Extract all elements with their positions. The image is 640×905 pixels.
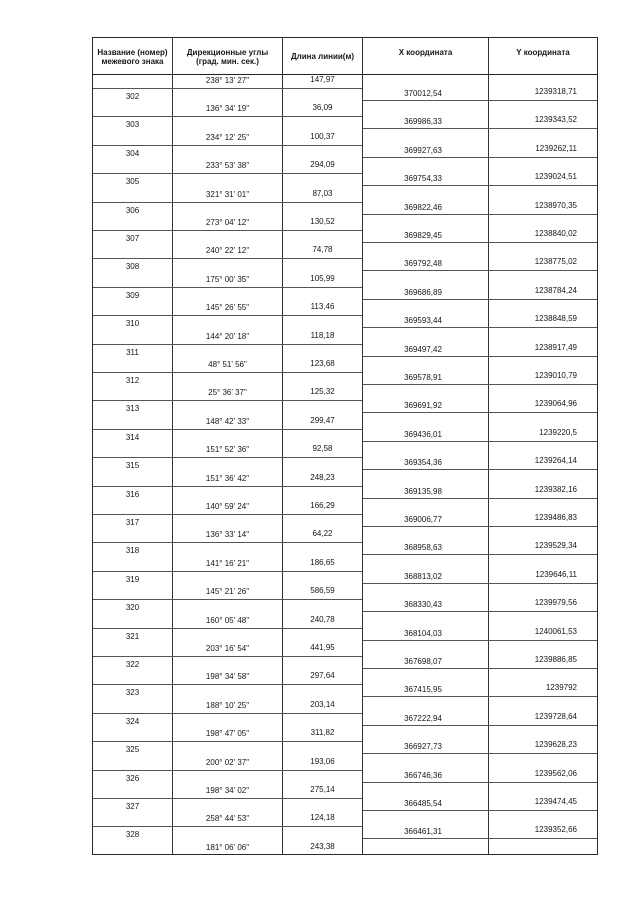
row-rule [363,810,597,811]
line-length: 130,52 [310,217,335,226]
header-mark-name-text: Название (номер) межевого знака [97,47,168,66]
row-rule [363,100,597,101]
direction-angle: 140° 59' 24" [205,502,250,511]
y-coordinate: 1239220,5 [539,427,577,437]
header-y-coordinate-text: Y координата [516,48,570,57]
header-mark-name [93,38,172,75]
row-rule [363,782,597,783]
y-coordinate: 1239792 [545,683,577,693]
x-coordinate: 369927,63 [404,145,442,155]
boundary-mark-number: 314 [125,432,140,442]
boundary-mark-number: 312 [125,376,140,385]
x-coordinate: 369829,45 [404,231,442,240]
boundary-mark-number: 315 [125,461,140,471]
direction-angle: 151° 52' 36" [205,445,250,455]
row-rule [93,514,362,515]
row-rule [93,571,362,572]
x-coordinate: 366485,54 [404,799,442,808]
line-length: 294,09 [310,160,335,170]
line-length: 92,58 [312,444,333,454]
line-length: 248,23 [310,472,335,482]
y-coordinate: 1239382,16 [534,484,577,494]
x-coordinate: 369436,01 [404,429,442,439]
row-rule [363,327,597,328]
row-rule [363,441,597,442]
row-rule [93,258,362,259]
x-coordinate: 368104,03 [404,628,442,638]
column-divider [362,38,363,854]
x-coordinate: 369593,44 [404,316,442,326]
row-rule [363,725,597,726]
direction-angle: 25° 36' 37" [208,388,247,398]
row-rule [363,583,597,584]
x-coordinate: 369578,91 [404,373,442,382]
boundary-mark-number: 310 [125,319,140,329]
direction-angle: 144° 20' 18" [205,331,250,341]
direction-angle: 198° 47' 05" [205,729,250,739]
row-rule [93,429,362,430]
direction-angle: 273° 04' 12" [205,218,250,227]
header-direction-angle [173,38,282,75]
x-coordinate: 366927,73 [404,742,442,752]
column-divider [488,38,489,854]
row-rule [363,498,597,499]
row-rule [363,242,597,243]
row-rule [93,798,362,799]
direction-angle: 198° 34' 02" [205,786,250,795]
row-rule [93,599,362,600]
direction-angle: 240° 22' 12" [205,246,250,256]
boundary-mark-number: 326 [125,773,140,783]
direction-angle: 175° 00' 35" [205,274,250,284]
row-rule [93,116,362,117]
row-rule [363,185,597,186]
row-rule [363,611,597,612]
y-coordinate: 1239024,51 [534,172,577,182]
line-length: 441,95 [310,643,335,652]
y-coordinate: 1239064,96 [534,399,577,409]
row-rule [363,270,597,271]
boundary-mark-number: 305 [125,177,140,187]
row-rule [93,542,362,543]
line-length: 124,18 [310,813,335,823]
row-rule [93,628,362,629]
direction-angle: 203° 16' 54" [205,644,250,653]
boundary-mark-number: 311 [126,347,139,357]
direction-angle: 233° 53' 38" [205,161,250,171]
y-coordinate: 1238840,02 [534,229,577,238]
x-coordinate: 367222,94 [404,713,442,723]
row-rule [93,372,362,373]
row-rule [93,202,362,203]
boundary-mark-number: 323 [125,688,140,698]
header-y-coordinate [489,38,597,75]
boundary-mark-number: 304 [125,148,140,158]
x-coordinate: 369006,77 [404,515,442,524]
line-length: 74,78 [312,245,333,255]
direction-angle: 145° 21' 26" [205,587,250,597]
row-rule [363,356,597,357]
line-length: 586,59 [310,586,335,596]
header-line-length-text: Длина линии(м) [290,52,355,61]
line-length: 36,09 [312,103,333,113]
boundary-mark-number: 309 [125,290,140,300]
y-coordinate: 1239728,64 [534,711,577,721]
y-coordinate: 1238970,35 [534,200,577,210]
row-rule [93,770,362,771]
y-coordinate: 1239343,52 [534,115,577,125]
boundary-mark-number: 313 [125,404,140,414]
header-x-coordinate-text: X координата [398,48,453,57]
line-length: 297,64 [310,671,335,681]
row-rule [93,400,362,401]
row-rule [93,88,362,89]
x-coordinate: 367698,07 [404,657,442,666]
boundary-mark-number: 307 [125,234,140,243]
row-rule [363,412,597,413]
x-coordinate: 370012,54 [404,89,442,98]
line-length: 299,47 [310,415,335,425]
row-rule [93,287,362,288]
x-coordinate: 369822,46 [404,202,442,212]
x-coordinate: 368958,63 [404,543,442,553]
row-rule [93,826,362,827]
boundary-mark-number: 325 [125,745,140,755]
y-coordinate: 1239628,23 [534,740,577,750]
row-rule [93,684,362,685]
y-coordinate: 1238848,59 [534,314,577,324]
row-rule [93,344,362,345]
boundary-mark-number: 308 [125,262,140,272]
boundary-mark-number: 322 [125,660,140,669]
direction-angle: 151° 36' 42" [205,473,250,483]
row-rule [93,656,362,657]
line-length: 87,03 [312,188,333,198]
direction-angle: 238° 13' 27" [205,76,250,85]
row-rule [363,384,597,385]
y-coordinate: 1238775,02 [534,257,577,267]
header-direction-angle-text: Дирекционные углы (град. мин. сек.) [186,47,269,66]
boundary-mark-number: 303 [125,120,140,130]
line-length: 166,29 [310,501,335,510]
header-x-coordinate [363,38,488,75]
row-rule [363,157,597,158]
direction-angle: 160° 05' 48" [205,615,250,625]
y-coordinate: 1238917,49 [534,342,577,352]
direction-angle: 321° 31' 01" [205,189,250,199]
row-rule [93,145,362,146]
line-length: 147,97 [310,75,335,84]
x-coordinate: 369754,33 [404,174,442,184]
y-coordinate: 1239010,79 [534,371,577,380]
header-line-length [283,38,362,75]
line-length: 118,18 [310,330,335,340]
direction-angle: 200° 02' 37" [205,757,250,767]
y-coordinate: 1239886,85 [534,655,577,664]
direction-angle: 234° 12' 25" [205,132,250,142]
row-rule [93,457,362,458]
x-coordinate: 369135,98 [404,486,442,496]
boundary-mark-number: 319 [125,574,140,584]
line-length: 311,82 [310,728,335,738]
line-length: 64,22 [312,529,333,539]
direction-angle: 145° 26' 55" [205,303,250,313]
y-coordinate: 1239264,14 [534,456,577,466]
line-length: 275,14 [310,785,335,794]
line-length: 123,68 [310,359,335,368]
row-rule [363,696,597,697]
y-coordinate: 1239646,11 [535,569,577,579]
boundary-mark-number: 318 [125,546,140,556]
line-length: 186,65 [310,557,335,567]
x-coordinate: 369354,36 [404,458,442,468]
direction-angle: 181° 06' 06" [205,842,250,852]
x-coordinate: 368330,43 [404,600,442,610]
line-length: 105,99 [310,273,335,283]
y-coordinate: 1239562,06 [534,768,577,778]
row-rule [93,486,362,487]
direction-angle: 198° 34' 58" [205,672,250,682]
row-rule [363,299,597,300]
line-length: 125,32 [310,387,335,397]
row-rule [363,214,597,215]
row-rule [363,128,597,129]
boundary-mark-number: 306 [125,205,140,215]
x-coordinate: 367415,95 [404,685,442,695]
line-length: 243,38 [310,841,335,851]
boundary-mark-number: 328 [125,830,140,840]
line-length: 113,46 [310,302,335,312]
line-length: 193,06 [310,756,335,766]
direction-angle: 258° 44' 53" [205,814,250,824]
y-coordinate: 1239318,71 [534,87,577,96]
direction-angle: 188° 10' 25" [205,700,250,710]
line-length: 100,37 [310,131,335,141]
direction-angle: 136° 33' 14" [205,530,250,540]
x-coordinate: 368813,02 [404,571,442,581]
boundary-mark-number: 327 [125,802,140,811]
row-rule [363,469,597,470]
row-rule [93,713,362,714]
x-coordinate: 369686,89 [404,287,442,297]
boundary-mark-number: 320 [125,603,140,613]
y-coordinate: 1239979,56 [534,598,577,608]
row-rule [93,315,362,316]
row-rule [363,668,597,669]
y-coordinate: 1239529,34 [534,541,577,551]
x-coordinate: 369792,48 [404,259,442,269]
boundary-mark-number: 321 [125,631,140,641]
boundary-mark-number: 324 [125,716,140,726]
boundary-mark-number: 317 [125,518,140,527]
y-coordinate: 1240061,53 [534,626,577,636]
row-rule [93,230,362,231]
y-coordinate: 1239262,11 [535,143,577,153]
direction-angle: 136° 34' 19" [205,104,250,114]
row-rule [93,173,362,174]
line-length: 203,14 [310,699,335,709]
y-coordinate: 1239474,45 [534,797,577,806]
direction-angle: 148° 42' 33" [205,416,250,426]
x-coordinate: 369986,33 [404,117,442,127]
direction-angle: 141° 16' 21" [205,558,250,568]
x-coordinate: 366746,36 [404,770,442,780]
boundary-mark-number: 316 [125,489,140,499]
x-coordinate: 369691,92 [404,401,442,411]
x-coordinate: 369497,42 [404,344,442,354]
line-length: 240,78 [310,614,335,624]
boundary-mark-number: 302 [125,92,140,101]
direction-angle: 48° 51' 56" [208,360,247,369]
y-coordinate: 1239486,83 [534,513,577,522]
row-rule [363,838,597,839]
y-coordinate: 1238784,24 [534,285,577,295]
boundary-coordinates-table [92,37,598,855]
x-coordinate: 366461,31 [404,827,442,837]
row-rule [363,554,597,555]
row-rule [93,741,362,742]
row-rule [363,526,597,527]
y-coordinate: 1239352,66 [534,825,577,835]
row-rule [363,753,597,754]
row-rule [363,640,597,641]
